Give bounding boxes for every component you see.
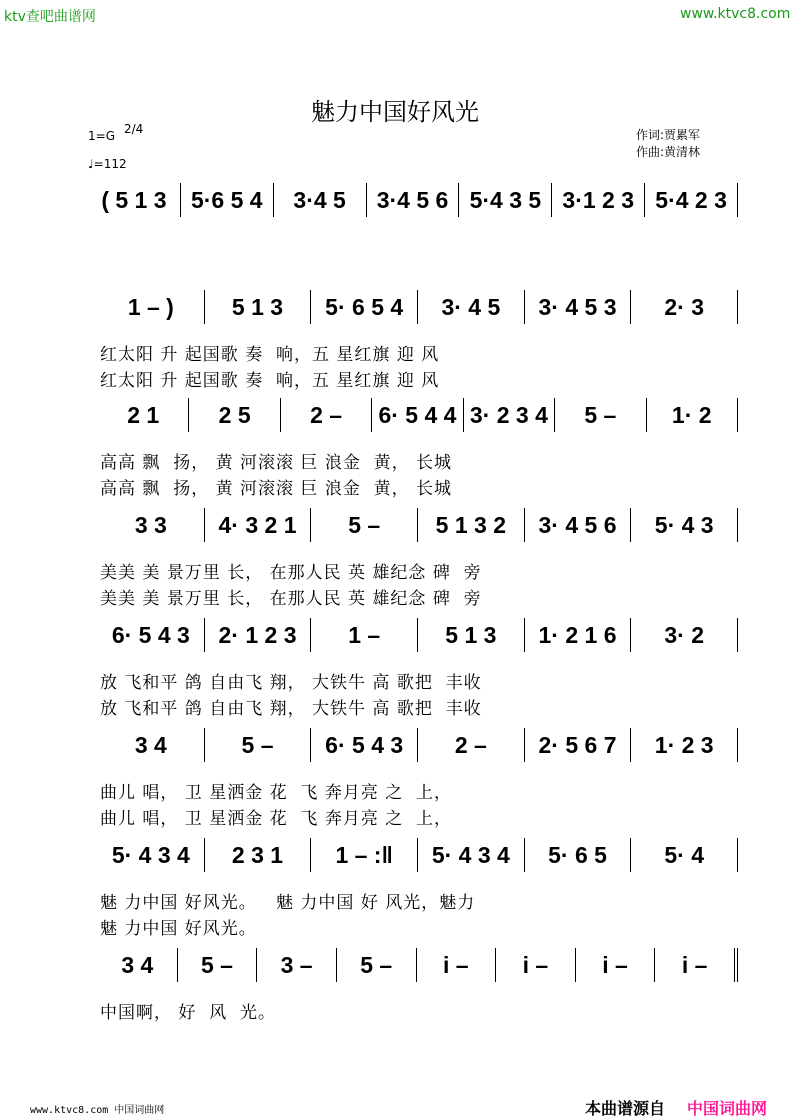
composer: 作曲:黄清林 [636,145,701,159]
footer-source: www.ktvc8.com 中国词曲网 [30,1105,165,1116]
music-line [88,183,738,217]
measure: 6· 5 4 3 [98,618,205,652]
measure: 2· 1 2 3 [205,618,312,652]
lyric-line: 高高 飘 扬， 黄 河滚滚 巨 浪金 黄， 长城 [100,453,453,473]
measure: 3· 4 5 3 [525,290,632,324]
measure: 3 3 [98,508,205,542]
music-line [98,838,738,872]
measure: 5 – [178,948,258,982]
measure: 5 – [337,948,417,982]
measure: 3·4 5 6 [367,183,460,217]
measure: 2 3 1 [205,838,312,872]
lyric-line: 红太阳 升 起国歌 奏 响，五 星红旗 迎 风 [100,345,440,365]
footer-brand: 中国词曲网 [687,1099,768,1118]
measure: 2· 3 [631,290,738,324]
measure: 1· 2 [647,398,738,432]
lyric-line: 放 飞和平 鸽 自由飞 翔， 大铁牛 高 歌把 丰收 [100,699,482,719]
measure: 5 1 3 [418,618,525,652]
measure: 5·4 2 3 [645,183,738,217]
measure: 3· 4 5 6 [525,508,632,542]
music-line [98,398,738,432]
measure: 1 – [311,618,418,652]
measure: i – [576,948,656,982]
measure: 5 – [205,728,312,762]
measure: i – [496,948,576,982]
lyric-line: 美美 美 景万里 长， 在那人民 英 雄纪念 碑 旁 [100,589,482,609]
measure: i – [655,948,738,982]
lyric-line: 红太阳 升 起国歌 奏 响，五 星红旗 迎 风 [100,371,440,391]
measure: 5· 6 5 4 [311,290,418,324]
measure: 2 5 [189,398,280,432]
tempo: ♩=112 [88,157,127,171]
watermark-site-name: ktv查吧曲谱网 [4,9,96,25]
measure: 5· 4 [631,838,738,872]
music-line [98,618,738,652]
measure: 1· 2 3 [631,728,738,762]
measure: 1 – ) [98,290,205,324]
lyric-line: 放 飞和平 鸽 自由飞 翔， 大铁牛 高 歌把 丰收 [100,673,482,693]
measure: 1 – :‖ [311,838,418,872]
music-line [98,728,738,762]
lyric-line: 曲儿 唱， 卫 星洒金 花 飞 奔月亮 之 上， [100,809,453,829]
measure: i – [417,948,497,982]
time-signature-value: 2/4 [124,122,144,136]
measure: 2 – [418,728,525,762]
lyric-line: 中国啊， 好 风 光。 [100,1003,277,1023]
music-line [98,948,738,982]
measure: 3·1 2 3 [552,183,645,217]
lyric-line: 曲儿 唱， 卫 星洒金 花 飞 奔月亮 之 上， [100,783,453,803]
music-line [98,290,738,324]
time-signature [124,122,143,137]
key-signature: 1=G [88,129,115,143]
measure: 5 – [311,508,418,542]
measure: 2 – [281,398,372,432]
lyric-line: 美美 美 景万里 长， 在那人民 英 雄纪念 碑 旁 [100,563,482,583]
measure: 2 1 [98,398,189,432]
measure: 3· 2 3 4 [464,398,555,432]
footer-credit [585,1096,767,1119]
measure: 5· 4 3 4 [98,838,205,872]
measure: 5· 6 5 [525,838,632,872]
measure: 5 – [555,398,646,432]
lyricist: 作词:贾累军 [636,128,701,142]
measure: 5· 4 3 4 [418,838,525,872]
measure: 3 – [257,948,337,982]
watermark-url: www.ktvc8.com [680,6,790,22]
measure: 3 4 [98,728,205,762]
music-line [98,508,738,542]
lyric-line: 魅 力中国 好风光。 [100,919,257,939]
measure: 6· 5 4 3 [311,728,418,762]
measure: 1· 2 1 6 [525,618,632,652]
measure: 5 1 3 2 [418,508,525,542]
measure: 3·4 5 [274,183,367,217]
measure: 3· 4 5 [418,290,525,324]
measure: 5·4 3 5 [459,183,552,217]
measure: 5·6 5 4 [181,183,274,217]
lyric-line: 魅 力中国 好风光。 魅 力中国 好 风光，魅力 [100,893,476,913]
measure: 2· 5 6 7 [525,728,632,762]
measure: 6· 5 4 4 [372,398,463,432]
song-title: 魅力中国好风光 [311,98,479,126]
measure: 3· 2 [631,618,738,652]
lyric-line: 高高 飘 扬， 黄 河滚滚 巨 浪金 黄， 长城 [100,479,453,499]
measure: 3 4 [98,948,178,982]
measure: 4· 3 2 1 [205,508,312,542]
measure: ( 5 1 3 [88,183,181,217]
footer-label: 本曲谱源自 [585,1099,666,1118]
measure: 5 1 3 [205,290,312,324]
measure: 5· 4 3 [631,508,738,542]
